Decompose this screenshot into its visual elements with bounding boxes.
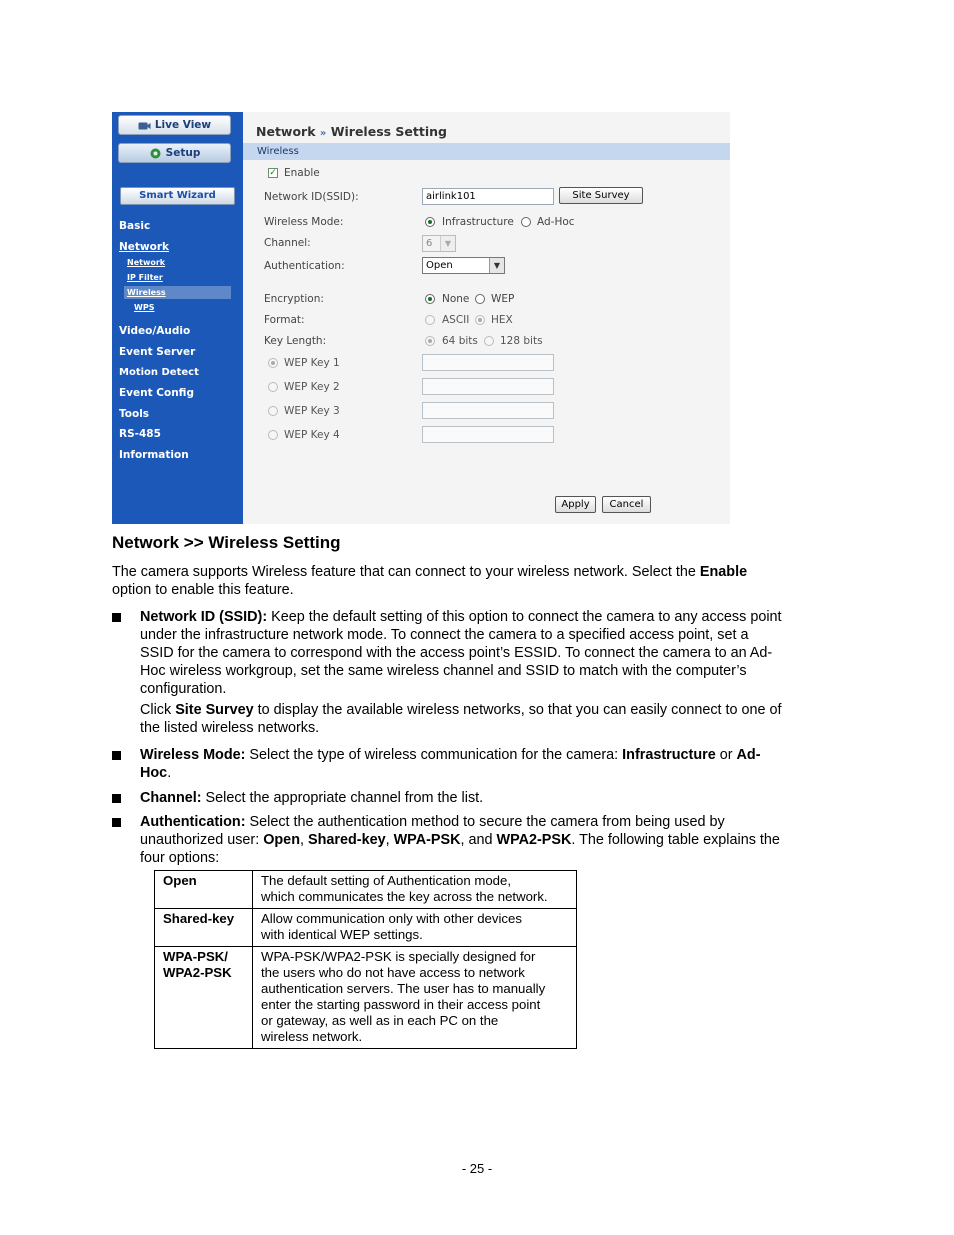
- enable-checkbox[interactable]: ✓: [269, 168, 277, 178]
- desc-line: The default setting of Authentication mode,: [261, 873, 511, 888]
- bullet-wireless-mode: [140, 746, 761, 764]
- key-length-label: Key Length:: [264, 335, 327, 347]
- table-desc-cell: [253, 909, 577, 947]
- auth-comma1: ,: [299, 832, 308, 848]
- bullet-mode-title: Wireless Mode:: [140, 747, 246, 763]
- smart-wizard-button[interactable]: Smart Wizard: [120, 187, 235, 205]
- mode-adhoc-radio[interactable]: [521, 217, 531, 227]
- channel-label: Channel:: [264, 237, 311, 249]
- wep-key1-input[interactable]: [422, 354, 554, 371]
- menu-rs485[interactable]: RS-485: [119, 428, 161, 440]
- wep-key4-label: WEP Key 4: [284, 429, 340, 441]
- wep-key2-input[interactable]: [422, 378, 554, 395]
- bullet-ssid-line5: configuration.: [140, 681, 227, 697]
- wep-key1-label: WEP Key 1: [284, 357, 340, 369]
- bullet-ssid-line2: under the infrastructure network mode. To connect the camera to a specified access point, set a: [140, 627, 749, 643]
- table-key-cell: [155, 947, 253, 1049]
- bullet-square-icon: [112, 751, 121, 760]
- bullet-ssid-text: Keep the default setting of this option to connect the camera to any access point: [267, 609, 782, 625]
- authentication-label: Authentication:: [264, 260, 345, 272]
- desc-line: or gateway, as well as in each PC on the: [261, 1013, 499, 1028]
- menu-event-config[interactable]: Event Config: [119, 387, 194, 399]
- auth-wpa: WPA-PSK: [393, 832, 461, 848]
- wep-key1-radio[interactable]: [268, 358, 278, 368]
- bullet-ssid-title: Network ID (SSID):: [140, 609, 268, 625]
- title-wireless-setting: Wireless Setting: [330, 124, 447, 139]
- mode-infrastructure-radio[interactable]: [425, 217, 435, 227]
- section-heading: Network >> Wireless Setting: [112, 533, 341, 552]
- desc-line: which communicates the key across the network.: [261, 889, 548, 904]
- bullet-ssid-line3: SSID for the camera to correspond with the access point’s ESSID. To connect the camera to an Ad-: [140, 645, 773, 661]
- camera-web-ui-screenshot: [112, 112, 730, 524]
- submenu-ip-filter[interactable]: IP Filter: [127, 273, 163, 282]
- wep-key3-radio[interactable]: [268, 406, 278, 416]
- auth-line2-post: . The following table explains the: [571, 832, 780, 848]
- encryption-none-radio[interactable]: [425, 294, 435, 304]
- bullet-mode-hoc: Hoc: [140, 765, 168, 781]
- encryption-wep-radio[interactable]: [475, 294, 485, 304]
- bullet-authentication: [140, 813, 725, 831]
- site-survey-pre: Click: [140, 702, 176, 718]
- wep-key3-input[interactable]: [422, 402, 554, 419]
- bullet-ssid: [140, 608, 782, 626]
- bullet-square-icon: [112, 613, 121, 622]
- wep-key4-input[interactable]: [422, 426, 554, 443]
- site-survey-line2: the listed wireless networks.: [140, 720, 320, 736]
- bullet-auth-text: Select the authentication method to secure the camera from being used by: [245, 814, 725, 830]
- table-row: [155, 947, 577, 1049]
- desc-line: WPA-PSK/WPA2-PSK is specially designed for: [261, 949, 536, 964]
- menu-information[interactable]: Information: [119, 449, 189, 461]
- bullet-channel: [140, 789, 483, 807]
- channel-value: 6: [426, 238, 433, 249]
- key-line: WPA-PSK/: [163, 949, 228, 964]
- table-desc-cell: [253, 871, 577, 909]
- menu-tools[interactable]: Tools: [119, 408, 150, 420]
- ssid-input[interactable]: airlink101: [422, 188, 554, 205]
- format-ascii-radio[interactable]: [425, 315, 435, 325]
- menu-event-server[interactable]: Event Server: [119, 346, 196, 358]
- encryption-wep-label: WEP: [491, 293, 515, 305]
- desc-line: with identical WEP settings.: [261, 927, 423, 942]
- bullet-mode-or: or: [715, 747, 737, 763]
- mode-infrastructure-label: Infrastructure: [442, 216, 514, 228]
- format-hex-label: HEX: [491, 314, 513, 326]
- mode-adhoc-label: Ad-Hoc: [537, 216, 575, 228]
- auth-and: , and: [460, 832, 497, 848]
- keylen-64-radio[interactable]: [425, 336, 435, 346]
- format-ascii-label: ASCII: [442, 314, 470, 326]
- wireless-mode-label: Wireless Mode:: [264, 216, 344, 228]
- submenu-network[interactable]: Network: [127, 258, 166, 267]
- title-separator: »: [319, 128, 327, 139]
- site-survey-text: to display the available wireless networks, so that you can easily connect to one of: [253, 702, 782, 718]
- gear-icon: [149, 148, 162, 159]
- submenu-wireless[interactable]: Wireless: [127, 288, 166, 297]
- table-row: [155, 871, 577, 909]
- section-label: Wireless: [257, 146, 299, 157]
- settings-panel: [243, 112, 730, 524]
- setup-button[interactable]: [118, 143, 231, 163]
- auth-wpa2: WPA2-PSK: [496, 832, 572, 848]
- ssid-label: Network ID(SSID):: [264, 191, 359, 203]
- live-view-label: Live View: [154, 119, 212, 131]
- intro-bold: Enable: [699, 564, 748, 580]
- desc-line: wireless network.: [261, 1029, 363, 1044]
- desc-line: enter the starting password in their access point: [261, 997, 541, 1012]
- menu-network[interactable]: Network: [119, 241, 170, 253]
- table-row: [155, 909, 577, 947]
- encryption-none-label: None: [442, 293, 470, 305]
- auth-shared: Shared-key: [307, 832, 386, 848]
- bullet-mode-adhoc: Ad-: [736, 747, 761, 763]
- camera-icon: [138, 120, 151, 131]
- format-label: Format:: [264, 314, 305, 326]
- bullet-channel-text: Select the appropriate channel from the list.: [201, 790, 484, 806]
- authentication-table: [154, 870, 577, 1049]
- keylen-128-radio[interactable]: [484, 336, 494, 346]
- keylen-128-label: 128 bits: [500, 335, 543, 347]
- site-survey-bold: Site Survey: [175, 702, 254, 718]
- bullet-auth-title: Authentication:: [140, 814, 246, 830]
- site-survey-paragraph: [140, 701, 782, 719]
- format-hex-radio[interactable]: [475, 315, 485, 325]
- chevron-down-icon: ▼: [440, 236, 455, 251]
- authentication-value: Open: [426, 260, 453, 271]
- table-key-cell: Shared-key: [155, 909, 253, 947]
- channel-select[interactable]: [422, 235, 456, 252]
- menu-motion-detect[interactable]: Motion Detect: [119, 367, 199, 378]
- apply-button[interactable]: Apply: [555, 496, 596, 513]
- sidebar: [112, 112, 243, 524]
- desc-line: authentication servers. The user has to manually: [261, 981, 546, 996]
- intro-paragraph: [112, 563, 747, 581]
- page-number: - 25 -: [461, 1161, 493, 1176]
- bullet-authentication-line2: [140, 831, 780, 849]
- auth-open: Open: [263, 832, 300, 848]
- section-band: [243, 143, 730, 160]
- wep-key3-label: WEP Key 3: [284, 405, 340, 417]
- wep-key2-radio[interactable]: [268, 382, 278, 392]
- bullet-channel-title: Channel:: [140, 790, 202, 806]
- live-view-button[interactable]: [118, 115, 231, 135]
- key-line: WPA2-PSK: [163, 965, 232, 980]
- wep-key4-radio[interactable]: [268, 430, 278, 440]
- table-key-cell: Open: [155, 871, 253, 909]
- bullet-mode-infra: Infrastructure: [622, 747, 716, 763]
- submenu-wps[interactable]: WPS: [134, 303, 155, 312]
- auth-comma2: ,: [385, 832, 394, 848]
- encryption-label: Encryption:: [264, 293, 324, 305]
- bullet-square-icon: [112, 794, 121, 803]
- panel-title: [256, 124, 447, 139]
- desc-line: the users who do not have access to network: [261, 965, 525, 980]
- intro-text: The camera supports Wireless feature that can connect to your wireless network. Select the: [112, 564, 700, 580]
- chevron-down-icon: ▼: [489, 258, 504, 273]
- intro-paragraph-line2: option to enable this feature.: [112, 582, 294, 598]
- setup-label: Setup: [165, 147, 201, 159]
- table-desc-cell: [253, 947, 577, 1049]
- cancel-button[interactable]: Cancel: [602, 496, 651, 513]
- bullet-ssid-line4: Hoc wireless workgroup, set the same wireless channel and SSID to match with the computer’s: [140, 663, 747, 679]
- title-network: Network: [256, 124, 316, 139]
- menu-basic[interactable]: Basic: [119, 220, 151, 232]
- menu-video-audio[interactable]: Video/Audio: [119, 325, 191, 337]
- wep-key2-label: WEP Key 2: [284, 381, 340, 393]
- bullet-mode-end: .: [167, 765, 172, 781]
- keylen-64-label: 64 bits: [442, 335, 478, 347]
- desc-line: Allow communication only with other devices: [261, 911, 522, 926]
- bullet-wireless-mode-line2: [140, 764, 171, 782]
- bullet-square-icon: [112, 818, 121, 827]
- authentication-select[interactable]: [422, 257, 505, 274]
- auth-line2-pre: unauthorized user:: [140, 832, 264, 848]
- bullet-authentication-line3: four options:: [140, 850, 220, 866]
- enable-label: Enable: [284, 167, 320, 179]
- bullet-mode-text: Select the type of wireless communication for the camera:: [245, 747, 623, 763]
- site-survey-button[interactable]: Site Survey: [559, 187, 643, 204]
